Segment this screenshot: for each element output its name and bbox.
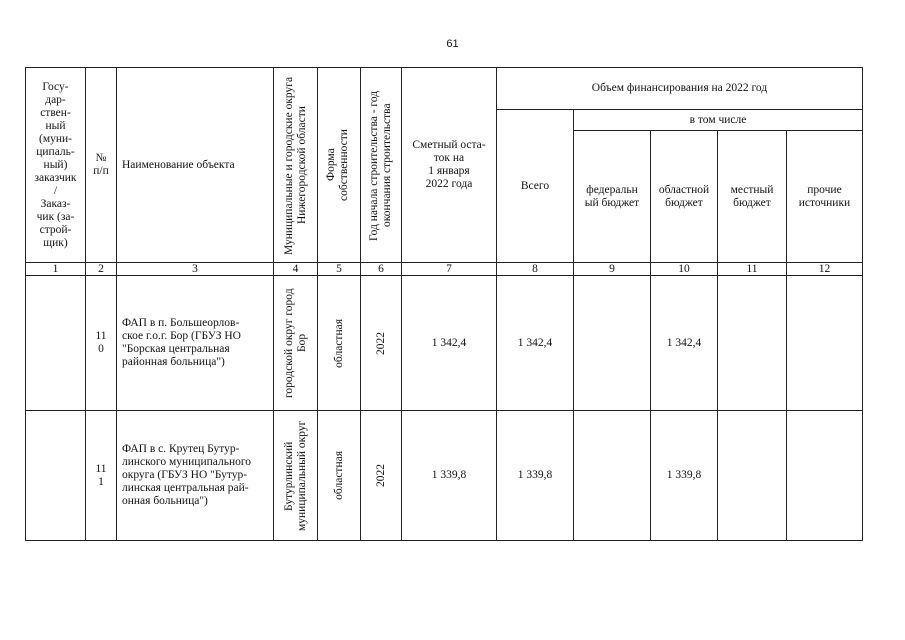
row-1-local [717, 275, 786, 410]
row-1-years: 2022 [360, 275, 401, 410]
column-number-1: 1 [25, 262, 85, 275]
column-number-8: 8 [496, 262, 573, 275]
row-1-object-name: ФАП в п. Большеорлов- ское г.о.г. Бор (ГБУЗ НО "Борская центральная районная больница") [116, 275, 273, 410]
row-2-local [717, 410, 786, 541]
column-number-9: 9 [573, 262, 650, 275]
column-number-5: 5 [317, 262, 360, 275]
column-number-2: 2 [85, 262, 116, 275]
header-local: местный бюджет [717, 130, 786, 262]
header-municipality: Муниципальные и городские округа Нижегородской области [273, 67, 317, 262]
row-2-municipality: Бутурлинский муниципальный округ [273, 410, 317, 541]
header-object-name: Наименование объекта [116, 67, 273, 262]
row-1-ownership: областная [317, 275, 360, 410]
row-1-estimate-balance: 1 342,4 [401, 275, 496, 410]
column-number-7: 7 [401, 262, 496, 275]
row-1-other [786, 275, 863, 410]
header-regional: областной бюджет [650, 130, 717, 262]
header-estimate-balance: Сметный оста- ток на 1 января 2022 года [401, 67, 496, 262]
row-2-number: 11 1 [85, 410, 116, 541]
row-2-years: 2022 [360, 410, 401, 541]
row-2-ownership: областная [317, 410, 360, 541]
header-total: Всего [496, 109, 573, 262]
header-including: в том числе [573, 109, 863, 130]
row-1-customer [25, 275, 85, 410]
row-2-customer [25, 410, 85, 541]
column-number-11: 11 [717, 262, 786, 275]
row-2-regional: 1 339,8 [650, 410, 717, 541]
row-2-object-name: ФАП в с. Крутец Бутур- линского муниципального округа (ГБУЗ НО "Бутур- линская центральная рай- онная больница") [116, 410, 273, 541]
row-1-regional: 1 342,4 [650, 275, 717, 410]
header-years: Год начала строительства - год окончания строительства [360, 67, 401, 262]
row-2-total: 1 339,8 [496, 410, 573, 541]
row-2-other [786, 410, 863, 541]
row-1-number: 11 0 [85, 275, 116, 410]
column-number-12: 12 [786, 262, 863, 275]
row-1-total: 1 342,4 [496, 275, 573, 410]
header-customer: Госу- дар- ствен- ный (муни- ципаль- ный) заказчик / Заказ- чик (за- строй- щик) [25, 67, 85, 262]
row-2-estimate-balance: 1 339,8 [401, 410, 496, 541]
header-federal: федеральн ый бюджет [573, 130, 650, 262]
header-ownership: Форма собственности [317, 67, 360, 262]
page-number: 61 [446, 38, 459, 50]
column-number-10: 10 [650, 262, 717, 275]
row-2-federal [573, 410, 650, 541]
header-financing-title: Объем финансирования на 2022 год [496, 67, 863, 109]
column-number-4: 4 [273, 262, 317, 275]
row-1-federal [573, 275, 650, 410]
column-number-3: 3 [116, 262, 273, 275]
column-number-6: 6 [360, 262, 401, 275]
row-1-municipality: городской округ город Бор [273, 275, 317, 410]
header-other: прочие источники [786, 130, 863, 262]
header-number: № п/п [85, 67, 116, 262]
